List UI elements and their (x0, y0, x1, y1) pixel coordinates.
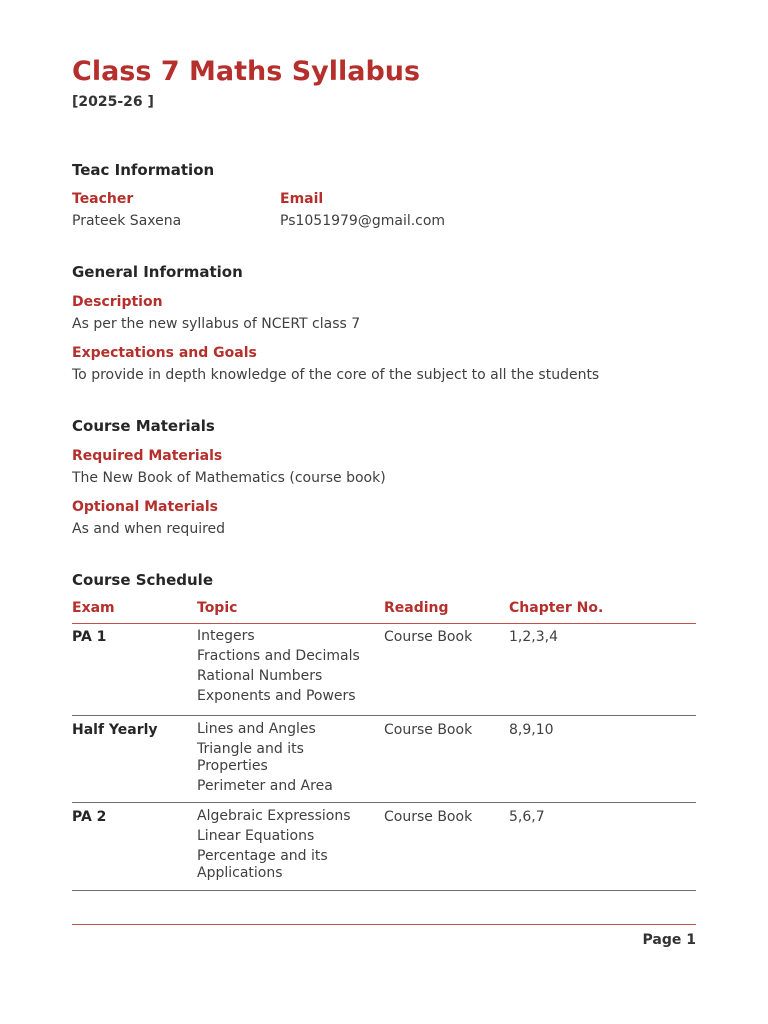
academic-year: [2025-26 ] (72, 94, 154, 110)
page-number: Page 1 (642, 932, 696, 948)
topic-item: Linear Equations (197, 828, 315, 844)
table-row (72, 716, 696, 803)
description-text: As per the new syllabus of NCERT class 7 (72, 316, 361, 332)
teacher-email: Ps1051979@gmail.com (280, 213, 446, 229)
reading-cell: Course Book (384, 722, 473, 738)
column-header-exam: Exam (72, 600, 115, 616)
column-header-topic: Topic (197, 600, 238, 616)
optional-materials-label: Optional Materials (72, 499, 218, 515)
chapter-numbers: 8,9,10 (509, 722, 554, 738)
general-info-heading: General Information (72, 263, 243, 281)
topic-list (197, 808, 377, 885)
column-header-chapter: Chapter No. (509, 600, 604, 616)
goals-text: To provide in depth knowledge of the core of the subject to all the students (72, 367, 600, 383)
course-schedule-heading: Course Schedule (72, 571, 213, 589)
required-materials-label: Required Materials (72, 448, 223, 464)
topic-item: Algebraic Expressions (197, 808, 351, 824)
reading-cell: Course Book (384, 809, 473, 825)
teacher-info-heading: Teac Information (72, 161, 215, 179)
exam-name: PA 2 (72, 809, 107, 825)
chapter-numbers: 5,6,7 (509, 809, 545, 825)
goals-label: Expectations and Goals (72, 345, 257, 361)
table-row (72, 803, 696, 891)
document-title: Class 7 Maths Syllabus (72, 56, 421, 87)
topic-list (197, 628, 377, 708)
topic-item: Integers (197, 628, 255, 644)
footer-divider (72, 924, 696, 925)
optional-materials-text: As and when required (72, 521, 226, 537)
topic-item: Perimeter and Area (197, 778, 333, 794)
exam-name: PA 1 (72, 629, 107, 645)
description-label: Description (72, 294, 163, 310)
syllabus-page (72, 0, 696, 1024)
table-row (72, 623, 696, 716)
schedule-table-header (72, 599, 696, 624)
topic-item: Triangle and its Properties (197, 741, 304, 774)
email-label: Email (280, 191, 324, 207)
topic-list (197, 721, 377, 798)
topic-item: Percentage and its Applications (197, 848, 328, 881)
chapter-numbers: 1,2,3,4 (509, 629, 558, 645)
topic-item: Lines and Angles (197, 721, 316, 737)
required-materials-text: The New Book of Mathematics (course book) (72, 470, 386, 486)
teacher-label: Teacher (72, 191, 134, 207)
column-header-reading: Reading (384, 600, 449, 616)
topic-item: Rational Numbers (197, 668, 323, 684)
topic-item: Exponents and Powers (197, 688, 356, 704)
exam-name: Half Yearly (72, 722, 158, 738)
reading-cell: Course Book (384, 629, 473, 645)
course-materials-heading: Course Materials (72, 417, 215, 435)
teacher-name: Prateek Saxena (72, 213, 182, 229)
topic-item: Fractions and Decimals (197, 648, 360, 664)
